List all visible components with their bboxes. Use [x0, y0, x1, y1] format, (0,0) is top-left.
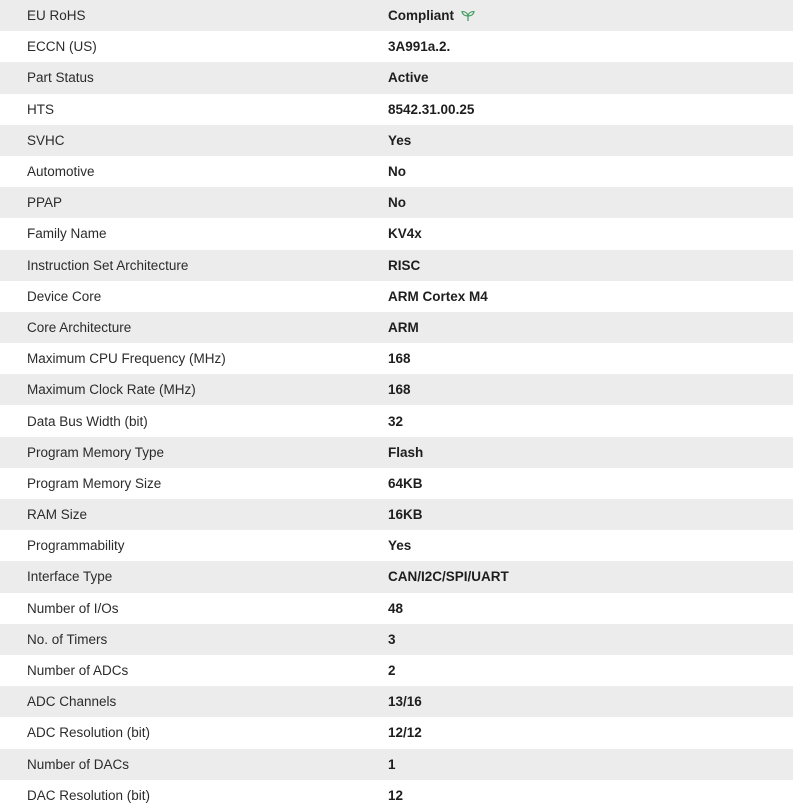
spec-value: Yes — [388, 538, 412, 554]
spec-value: 3 — [388, 631, 396, 647]
spec-value: No — [388, 195, 406, 211]
spec-value: Flash — [388, 444, 424, 460]
spec-value: CAN/I2C/SPI/UART — [388, 569, 509, 585]
spec-row-family-name — [0, 218, 793, 249]
spec-row-automotive — [0, 156, 793, 187]
spec-value: 16KB — [388, 507, 423, 523]
spec-value: 13/16 — [388, 694, 422, 710]
spec-value: Yes — [388, 132, 412, 148]
spec-label: Data Bus Width (bit) — [27, 413, 148, 429]
spec-row-instruction-set — [0, 250, 793, 281]
spec-value: 12 — [388, 787, 404, 803]
spec-label: Program Memory Type — [27, 444, 165, 460]
spec-value: 64KB — [388, 475, 423, 491]
spec-value: 2 — [388, 663, 396, 679]
spec-row-program-memory-type — [0, 437, 793, 468]
spec-value: 8542.31.00.25 — [388, 101, 475, 117]
spec-value: 168 — [388, 351, 411, 367]
spec-value: 48 — [388, 600, 404, 616]
spec-value: RISC — [388, 257, 421, 273]
spec-label: Interface Type — [27, 569, 113, 585]
spec-label: Program Memory Size — [27, 475, 162, 491]
spec-value: ARM Cortex M4 — [388, 288, 488, 304]
spec-row-eu-rohs — [0, 0, 793, 31]
spec-value-text: Compliant — [388, 8, 454, 24]
spec-label: Programmability — [27, 538, 125, 554]
spec-row-adc-resolution — [0, 717, 793, 748]
spec-label: Number of DACs — [27, 756, 130, 772]
spec-row-programmability — [0, 530, 793, 561]
spec-value: Active — [388, 70, 429, 86]
spec-label: Maximum Clock Rate (MHz) — [27, 382, 196, 398]
spec-row-program-memory-size — [0, 468, 793, 499]
spec-row-timers — [0, 624, 793, 655]
spec-label: Device Core — [27, 288, 102, 304]
spec-value: KV4x — [388, 226, 422, 242]
spec-label: Number of I/Os — [27, 600, 119, 616]
spec-row-part-status — [0, 62, 793, 93]
spec-label: SVHC — [27, 132, 65, 148]
spec-row-max-cpu-frequency — [0, 343, 793, 374]
spec-row-number-of-adcs — [0, 655, 793, 686]
leaf-icon — [461, 10, 475, 22]
spec-label: ADC Resolution (bit) — [27, 725, 151, 741]
spec-label: PPAP — [27, 195, 63, 211]
spec-label: Core Architecture — [27, 319, 132, 335]
spec-label: ADC Channels — [27, 694, 117, 710]
spec-label: DAC Resolution (bit) — [27, 787, 151, 803]
spec-value: ARM — [388, 319, 419, 335]
spec-row-dac-resolution — [0, 780, 793, 811]
spec-row-interface-type — [0, 561, 793, 592]
spec-value: 1 — [388, 756, 396, 772]
spec-label: Family Name — [27, 226, 107, 242]
spec-row-core-architecture — [0, 312, 793, 343]
spec-label: RAM Size — [27, 507, 88, 523]
spec-label: Instruction Set Architecture — [27, 257, 189, 273]
spec-row-ppap — [0, 187, 793, 218]
spec-row-svhc — [0, 125, 793, 156]
spec-row-eccn — [0, 31, 793, 62]
spec-value — [388, 8, 793, 23]
spec-label: ECCN (US) — [27, 39, 97, 55]
spec-row-device-core — [0, 281, 793, 312]
spec-value: 3A991a.2. — [388, 39, 451, 55]
spec-row-adc-channels — [0, 686, 793, 717]
spec-label: Automotive — [27, 164, 95, 180]
spec-row-max-clock-rate — [0, 374, 793, 405]
spec-value: No — [388, 164, 406, 180]
spec-label: No. of Timers — [27, 631, 108, 647]
spec-row-number-of-ios — [0, 593, 793, 624]
spec-label: HTS — [27, 101, 54, 117]
spec-row-ram-size — [0, 499, 793, 530]
spec-row-number-of-dacs — [0, 749, 793, 780]
spec-label: EU RoHS — [27, 8, 86, 24]
spec-row-hts — [0, 94, 793, 125]
spec-value: 12/12 — [388, 725, 422, 741]
spec-label: Number of ADCs — [27, 663, 129, 679]
spec-row-data-bus-width — [0, 405, 793, 436]
spec-label: Part Status — [27, 70, 94, 86]
spec-label: Maximum CPU Frequency (MHz) — [27, 351, 226, 367]
spec-value: 168 — [388, 382, 411, 398]
spec-value: 32 — [388, 413, 404, 429]
